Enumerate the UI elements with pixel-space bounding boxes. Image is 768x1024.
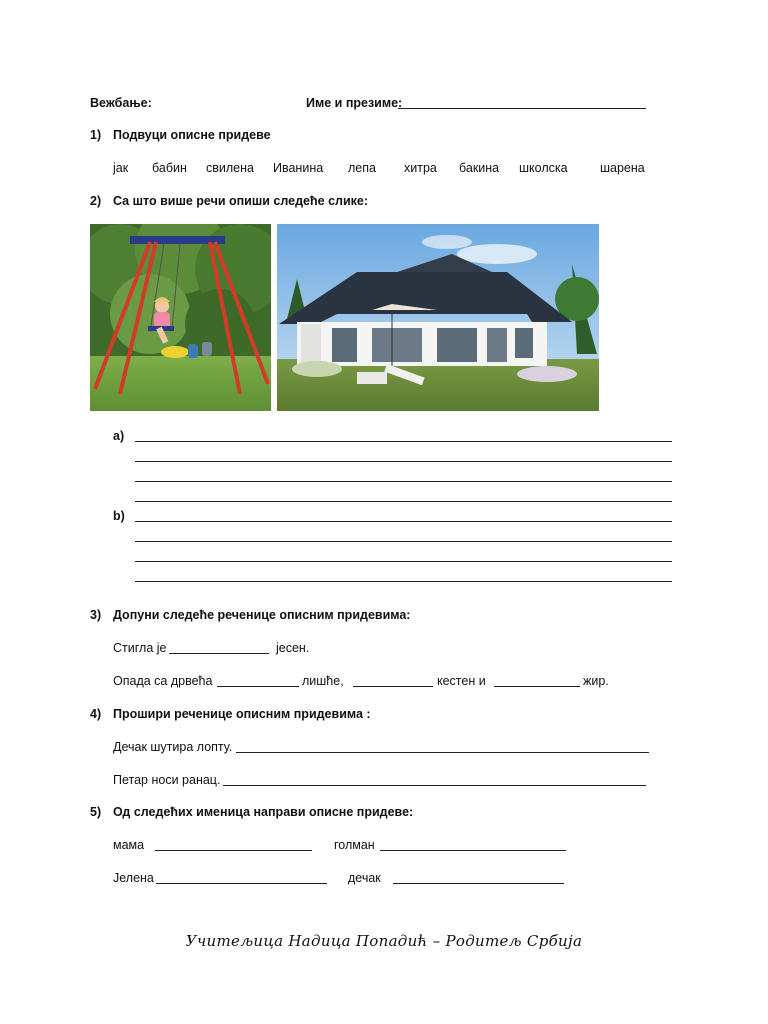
noun-word: мама bbox=[113, 838, 145, 852]
sentence-start: Стигла је bbox=[113, 641, 167, 655]
word-item[interactable]: Иванина bbox=[273, 161, 324, 175]
word-item[interactable]: лепа bbox=[348, 161, 376, 175]
answer-b-line[interactable] bbox=[135, 561, 672, 562]
sentence-2: Петар носи ранац. bbox=[113, 773, 221, 787]
question-3-number: 3) bbox=[90, 608, 102, 622]
question-4-number: 4) bbox=[90, 707, 102, 721]
answer-a-line[interactable] bbox=[135, 481, 672, 482]
answer-b-label: b) bbox=[113, 509, 125, 523]
fill-blank[interactable] bbox=[217, 686, 299, 687]
swing-image bbox=[90, 224, 271, 411]
question-1-title: Подвуци описне придеве bbox=[113, 128, 271, 142]
sentence-start: Опада са дрвећа bbox=[113, 674, 213, 688]
name-blank[interactable] bbox=[398, 108, 646, 109]
answer-a-line[interactable] bbox=[135, 461, 672, 462]
answer-a-label: а) bbox=[113, 429, 125, 443]
question-2-number: 2) bbox=[90, 194, 102, 208]
answer-a-line[interactable] bbox=[135, 441, 672, 442]
sentence-part: кестен и bbox=[437, 674, 486, 688]
name-label: Име и презиме: bbox=[306, 96, 403, 110]
sentence-end: жир. bbox=[583, 674, 609, 688]
question-4-title: Прошири реченице описним придевима : bbox=[113, 707, 371, 721]
exercise-label: Вежбање: bbox=[90, 96, 152, 110]
question-5-number: 5) bbox=[90, 805, 102, 819]
noun-word: Јелена bbox=[113, 871, 154, 885]
fill-blank[interactable] bbox=[380, 850, 566, 851]
sentence-end: јесен. bbox=[276, 641, 310, 655]
fill-blank[interactable] bbox=[169, 653, 269, 654]
answer-a-line[interactable] bbox=[135, 501, 672, 502]
fill-blank[interactable] bbox=[155, 850, 312, 851]
house-image bbox=[277, 224, 599, 411]
word-item[interactable]: хитра bbox=[404, 161, 437, 175]
word-item[interactable]: шарена bbox=[600, 161, 645, 175]
fill-blank[interactable] bbox=[223, 785, 646, 786]
word-item[interactable]: школска bbox=[519, 161, 568, 175]
answer-b-line[interactable] bbox=[135, 521, 672, 522]
answer-b-line[interactable] bbox=[135, 581, 672, 582]
fill-blank[interactable] bbox=[236, 752, 649, 753]
word-item[interactable]: јак bbox=[113, 161, 129, 175]
fill-blank[interactable] bbox=[353, 686, 433, 687]
fill-blank[interactable] bbox=[393, 883, 564, 884]
sentence-part: лишће, bbox=[302, 674, 344, 688]
noun-word: дечак bbox=[348, 871, 381, 885]
word-item[interactable]: бакина bbox=[459, 161, 500, 175]
question-1-number: 1) bbox=[90, 128, 102, 142]
question-5-title: Од следећих именица направи описне придеве: bbox=[113, 805, 414, 819]
question-3-title: Допуни следеће реченице описним придевима: bbox=[113, 608, 411, 622]
footer-credit: Учитељица Надица Попадић – Родитељ Србија bbox=[185, 932, 583, 950]
word-item[interactable]: свилена bbox=[206, 161, 254, 175]
fill-blank[interactable] bbox=[156, 883, 327, 884]
question-2-title: Са што више речи опиши следеће слике: bbox=[113, 194, 369, 208]
answer-b-line[interactable] bbox=[135, 541, 672, 542]
fill-blank[interactable] bbox=[494, 686, 580, 687]
word-item[interactable]: бабин bbox=[152, 161, 187, 175]
noun-word: голман bbox=[334, 838, 375, 852]
sentence-1: Дечак шутира лопту. bbox=[113, 740, 233, 754]
